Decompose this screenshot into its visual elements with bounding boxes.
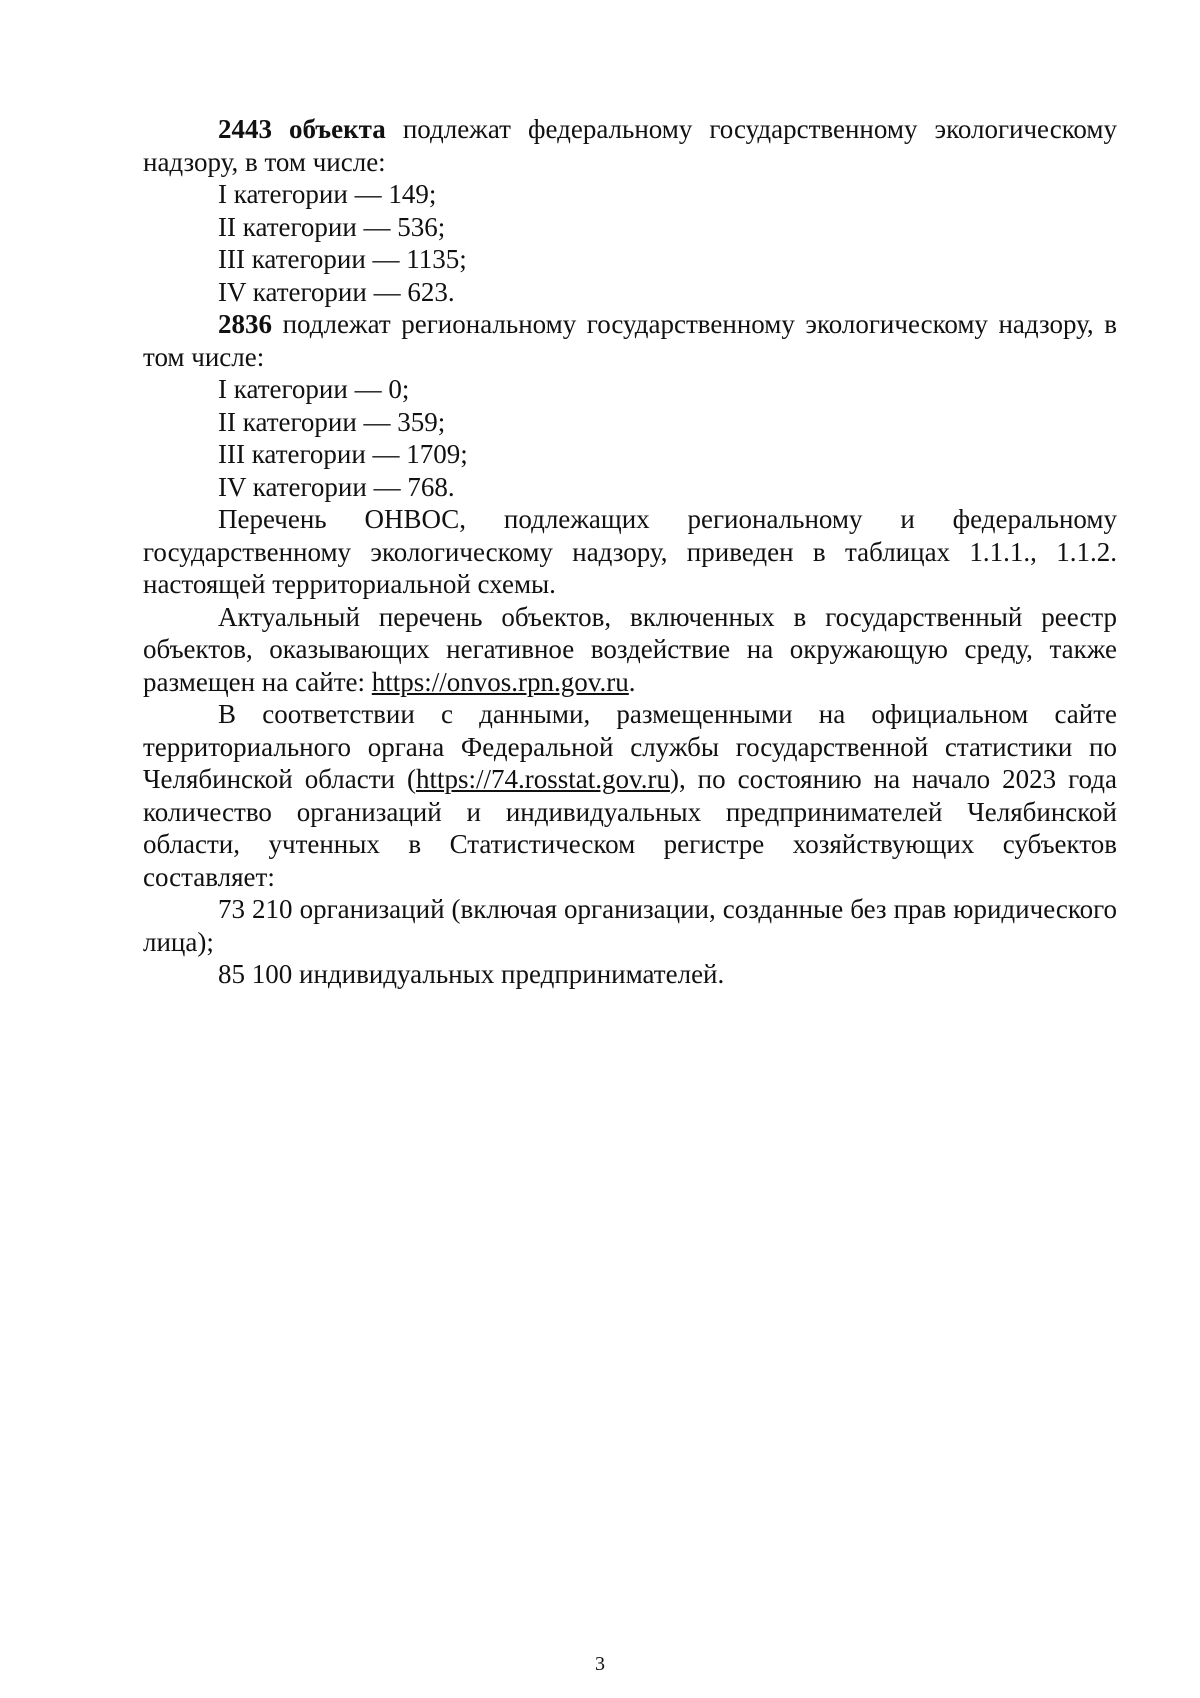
regional-category-2: II категории — 359; — [218, 406, 446, 437]
regional-category-3: III категории — 1709; — [218, 439, 468, 469]
stats-text-end: ), по состоянию на начало 2023 года количество организаций и индивидуальных предпринимателей Челябинской области, учтенных в Статистическом регистре хозяйствующих субъектов составляет: — [143, 764, 1117, 892]
registry-text: Актуальный перечень объектов, включенных в государственный реестр объектов, оказывающих негативное воздействие на окружающую среду, также размещен на сайте: — [143, 601, 1117, 697]
regional-category-4: IV категории — 768. — [218, 471, 455, 502]
federal-paragraph — [143, 113, 1117, 178]
federal-text: подлежат федеральному государственному экологическому надзору, в том числе: — [143, 114, 1118, 177]
federal-count: 2443 объекта — [218, 114, 386, 144]
rosstat-link[interactable]: https://74.rosstat.gov.ru — [415, 764, 670, 794]
registry-text-end: . — [628, 666, 636, 697]
organizations-paragraph: 73 210 организаций (включая организации, созданные без прав юридического лица); — [143, 894, 1117, 957]
stats-paragraph — [143, 698, 1117, 893]
regional-category-1: I категории — 0; — [218, 374, 410, 404]
stats-text: В соответствии с данными, размещенными на официальном сайте территориального органа Федеральной службы государственной статистики по Челябинской области ( — [143, 699, 1117, 794]
entrepreneurs-paragraph: 85 100 индивидуальных предпринимателей. — [218, 959, 725, 989]
registry-paragraph — [143, 601, 1117, 699]
federal-category-4: IV категории — 623. — [218, 276, 455, 307]
document-body — [143, 113, 1117, 991]
page-number: 3 — [595, 1653, 605, 1675]
onvos-link[interactable]: https://onvos.rpn.gov.ru — [371, 666, 629, 697]
federal-category-3: III категории — 1135; — [218, 244, 467, 274]
regional-paragraph — [143, 308, 1117, 373]
federal-category-1: I категории — 149; — [218, 179, 437, 209]
regional-count: 2836 — [218, 309, 272, 339]
regional-text: подлежат региональному государственному экологическому надзору, в том числе: — [143, 309, 1117, 372]
federal-category-2: II категории — 536; — [218, 211, 446, 242]
list-paragraph: Перечень ОНВОС, подлежащих региональному и федеральному государственному экологическому надзору, приведен в таблицах 1.1.1., 1.1.2. настоящей территориальной схемы. — [143, 504, 1117, 599]
